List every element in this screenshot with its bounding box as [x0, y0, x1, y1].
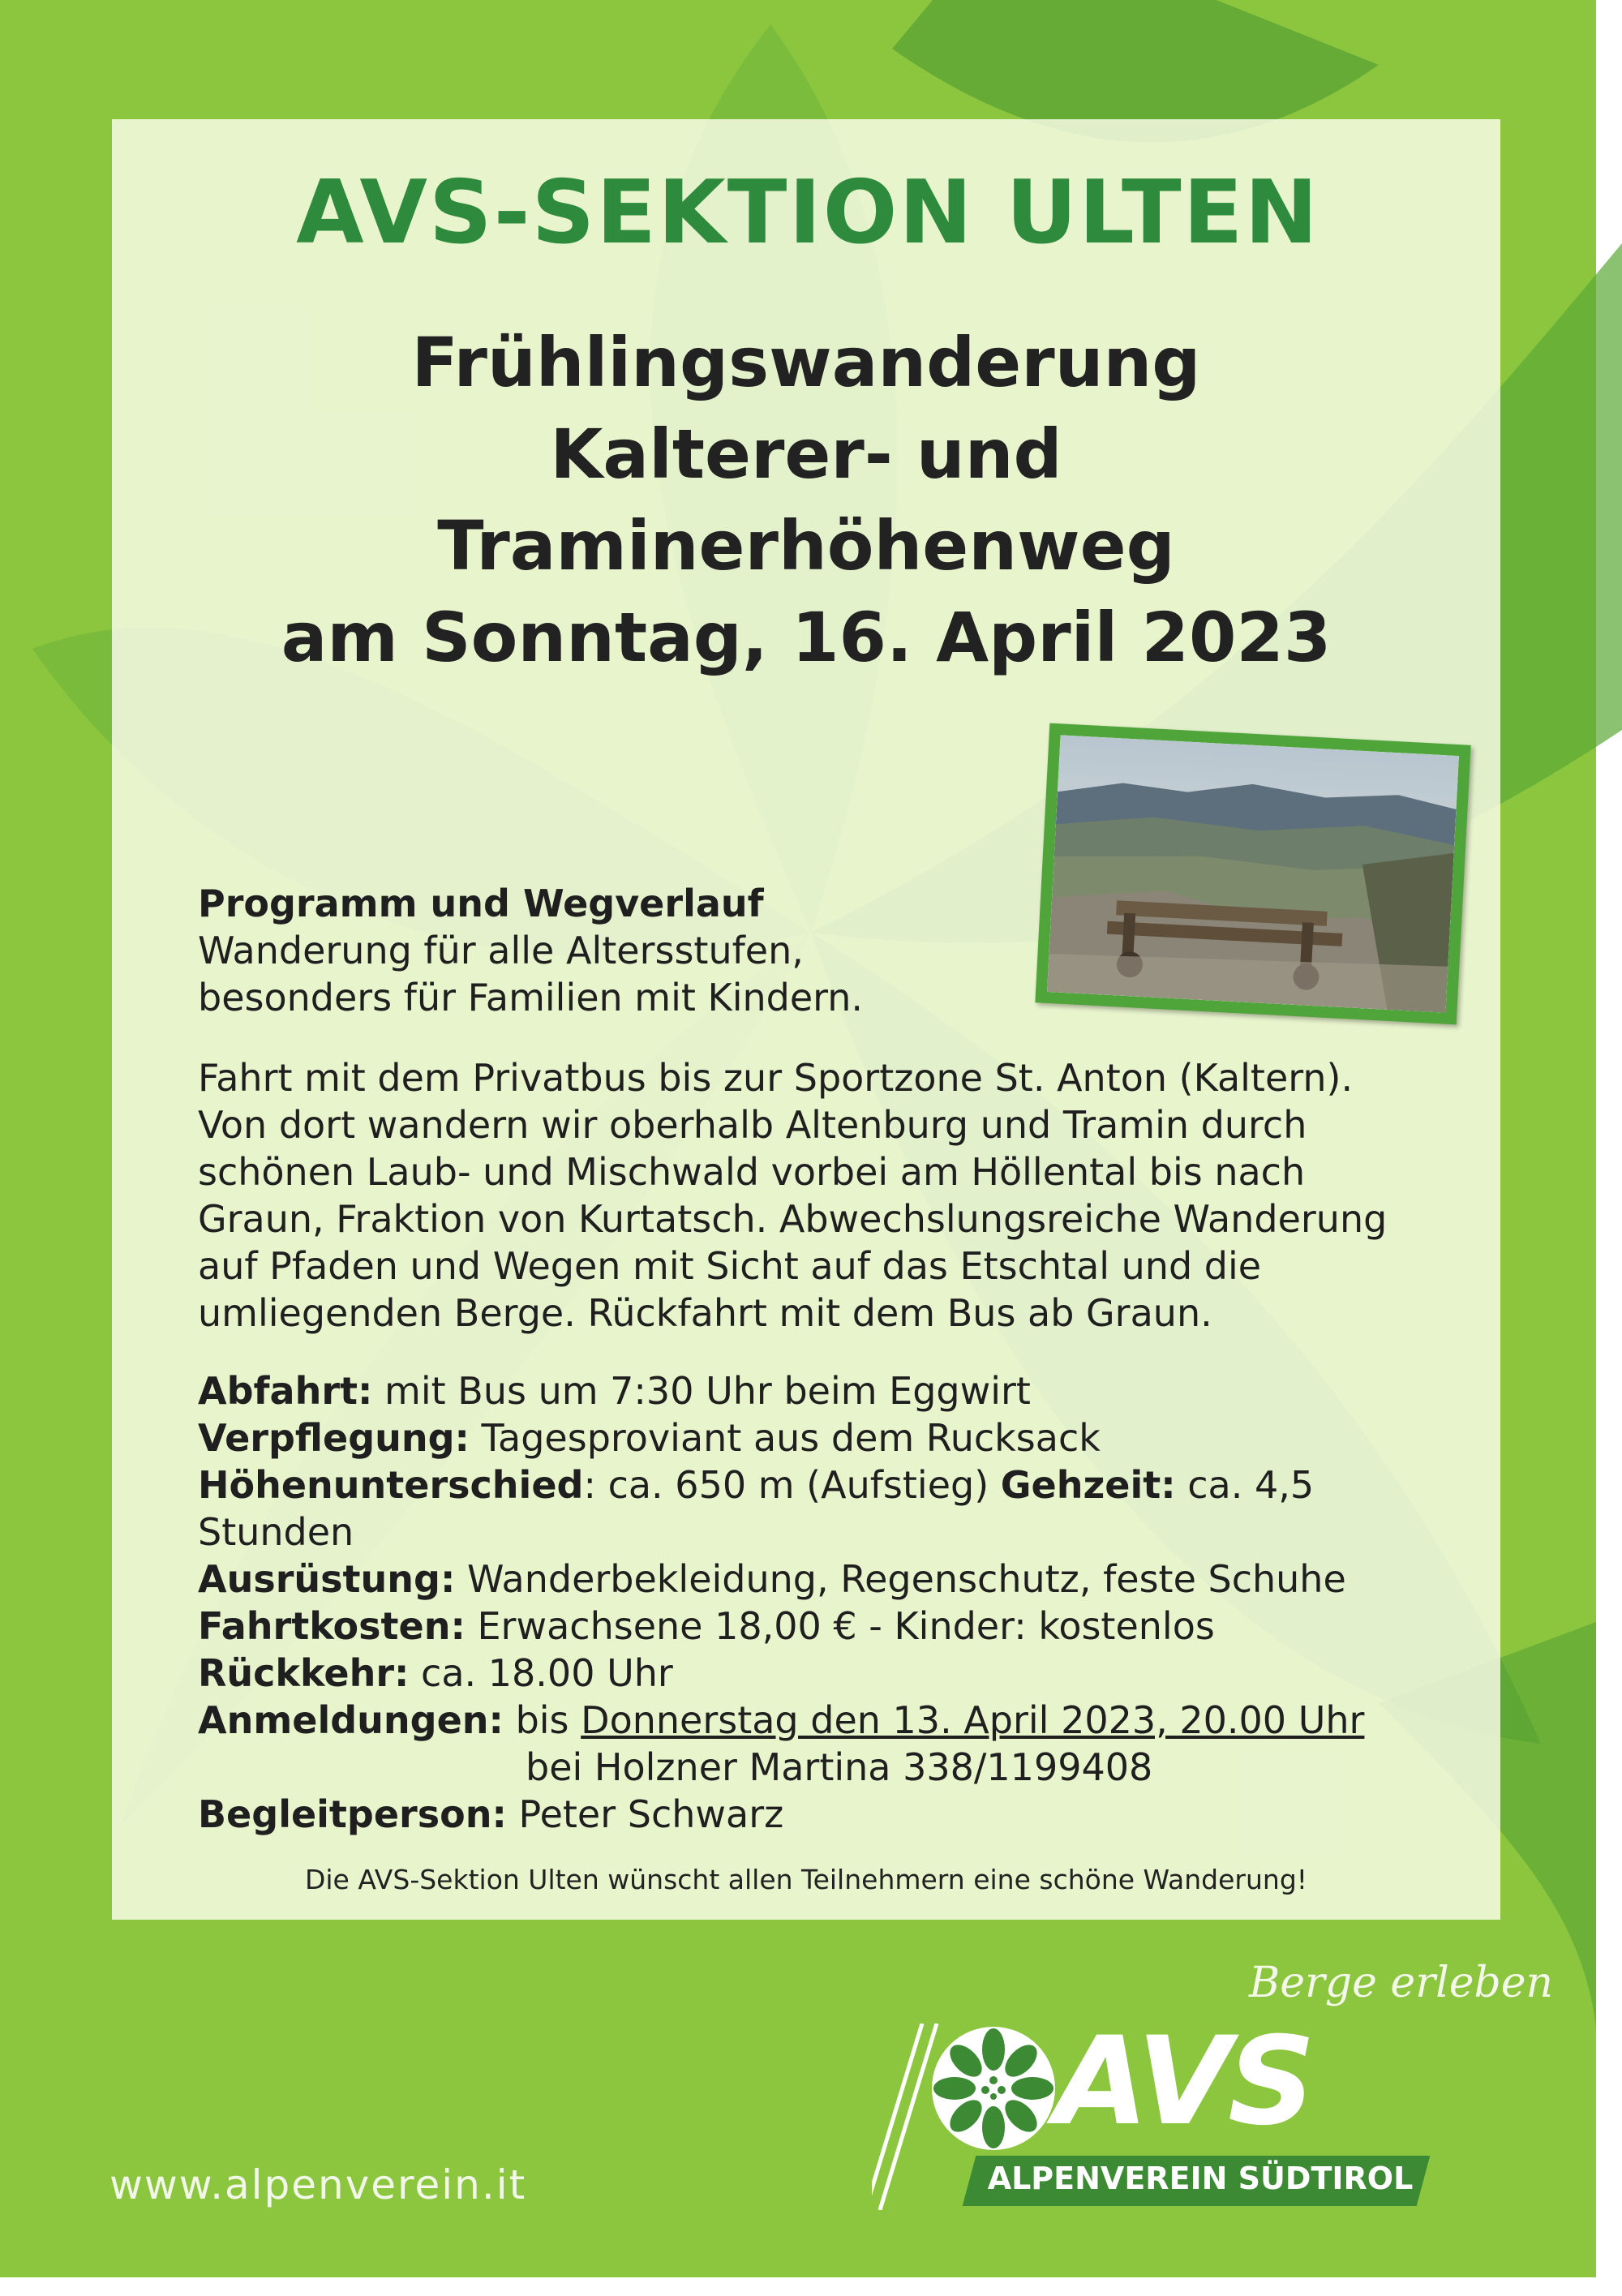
- elevation-label: Höhenunterschied: [198, 1463, 584, 1507]
- program-intro-line-1: Wanderung für alle Altersstufen,: [198, 929, 804, 972]
- duration-label: Gehzeit:: [1000, 1463, 1176, 1507]
- description-line-1: Fahrt mit dem Privatbus bis zur Sportzone St. Anton (Kaltern).: [198, 1056, 1354, 1100]
- elevation-value: : ca. 650 m (Aufstieg): [583, 1463, 1001, 1507]
- guide-label: Begleitperson:: [198, 1792, 507, 1836]
- program-intro-line-2: besonders für Familien mit Kindern.: [198, 976, 864, 1019]
- detail-cost: [198, 1603, 1479, 1650]
- edelweiss-icon: [929, 2023, 1058, 2153]
- tagline: Berge erleben: [1249, 1959, 1554, 2007]
- detail-equipment: [198, 1556, 1479, 1603]
- description-line-5: auf Pfaden und Wegen mit Sicht auf das Etschtal und die: [198, 1244, 1262, 1288]
- detail-elevation: [198, 1461, 1479, 1508]
- cost-label: Fahrtkosten:: [198, 1604, 466, 1648]
- departure-value: mit Bus um 7:30 Uhr beim Eggwirt: [372, 1369, 1031, 1413]
- closing-line: Die AVS-Sektion Ulten wünscht allen Teilnehmern eine schöne Wanderung!: [304, 1864, 1308, 1895]
- subtitle-line-1: Frühlingswanderung: [411, 323, 1201, 402]
- registration-deadline: Donnerstag den 13. April 2023, 20.00 Uhr: [581, 1698, 1365, 1742]
- subtitle-line-3: Traminerhöhenweg: [437, 506, 1175, 586]
- departure-label: Abfahrt:: [198, 1369, 373, 1413]
- description-line-6: umliegenden Berge. Rückfahrt mit dem Bus ab Graun.: [198, 1291, 1212, 1335]
- description-line-3: schönen Laub- und Mischwald vorbei am Höllental bis nach: [198, 1150, 1306, 1194]
- website-url: www.alpenverein.it: [109, 2161, 527, 2208]
- guide-value: Peter Schwarz: [506, 1792, 784, 1836]
- detail-registration-contact: bei Holzner Martina 338/1199408: [526, 1745, 1153, 1789]
- subtitle-line-2: Kalterer- und: [550, 414, 1062, 494]
- equipment-label: Ausrüstung:: [198, 1557, 456, 1601]
- description-line-2: Von dort wandern wir oberhalb Altenburg und Tramin durch: [198, 1103, 1307, 1147]
- description-line-4: Graun, Fraktion von Kurtatsch. Abwechslungsreiche Wanderung: [198, 1197, 1388, 1241]
- registration-label: Anmeldungen:: [198, 1698, 504, 1742]
- section-title: AVS-SEKTION ULTEN: [296, 162, 1319, 264]
- return-value: ca. 18.00 Uhr: [409, 1651, 673, 1695]
- food-value: Tagesproviant aus dem Rucksack: [469, 1416, 1101, 1460]
- detail-registration: [198, 1697, 1479, 1744]
- food-label: Verpflegung:: [198, 1416, 470, 1460]
- detail-departure: [198, 1367, 1479, 1414]
- return-label: Rückkehr:: [198, 1651, 410, 1695]
- cost-value: Erwachsene 18,00 € - Kinder: kostenlos: [465, 1604, 1215, 1648]
- program-title: Programm und Wegverlauf: [198, 882, 764, 925]
- duration-value: ca. 4,5: [1175, 1463, 1315, 1507]
- equipment-value: Wanderbekleidung, Regenschutz, feste Schuhe: [455, 1557, 1346, 1601]
- registration-prefix: bis: [503, 1698, 581, 1742]
- detail-guide: [198, 1791, 1479, 1838]
- avs-logo-text: AVS: [1054, 2011, 1313, 2152]
- detail-duration-cont: Stunden: [198, 1510, 354, 1554]
- detail-return: [198, 1650, 1479, 1697]
- subtitle-line-4: am Sonntag, 16. April 2023: [281, 598, 1332, 677]
- detail-food: [198, 1414, 1479, 1461]
- logo-band-text: ALPENVEREIN SÜDTIROL: [987, 2161, 1414, 2196]
